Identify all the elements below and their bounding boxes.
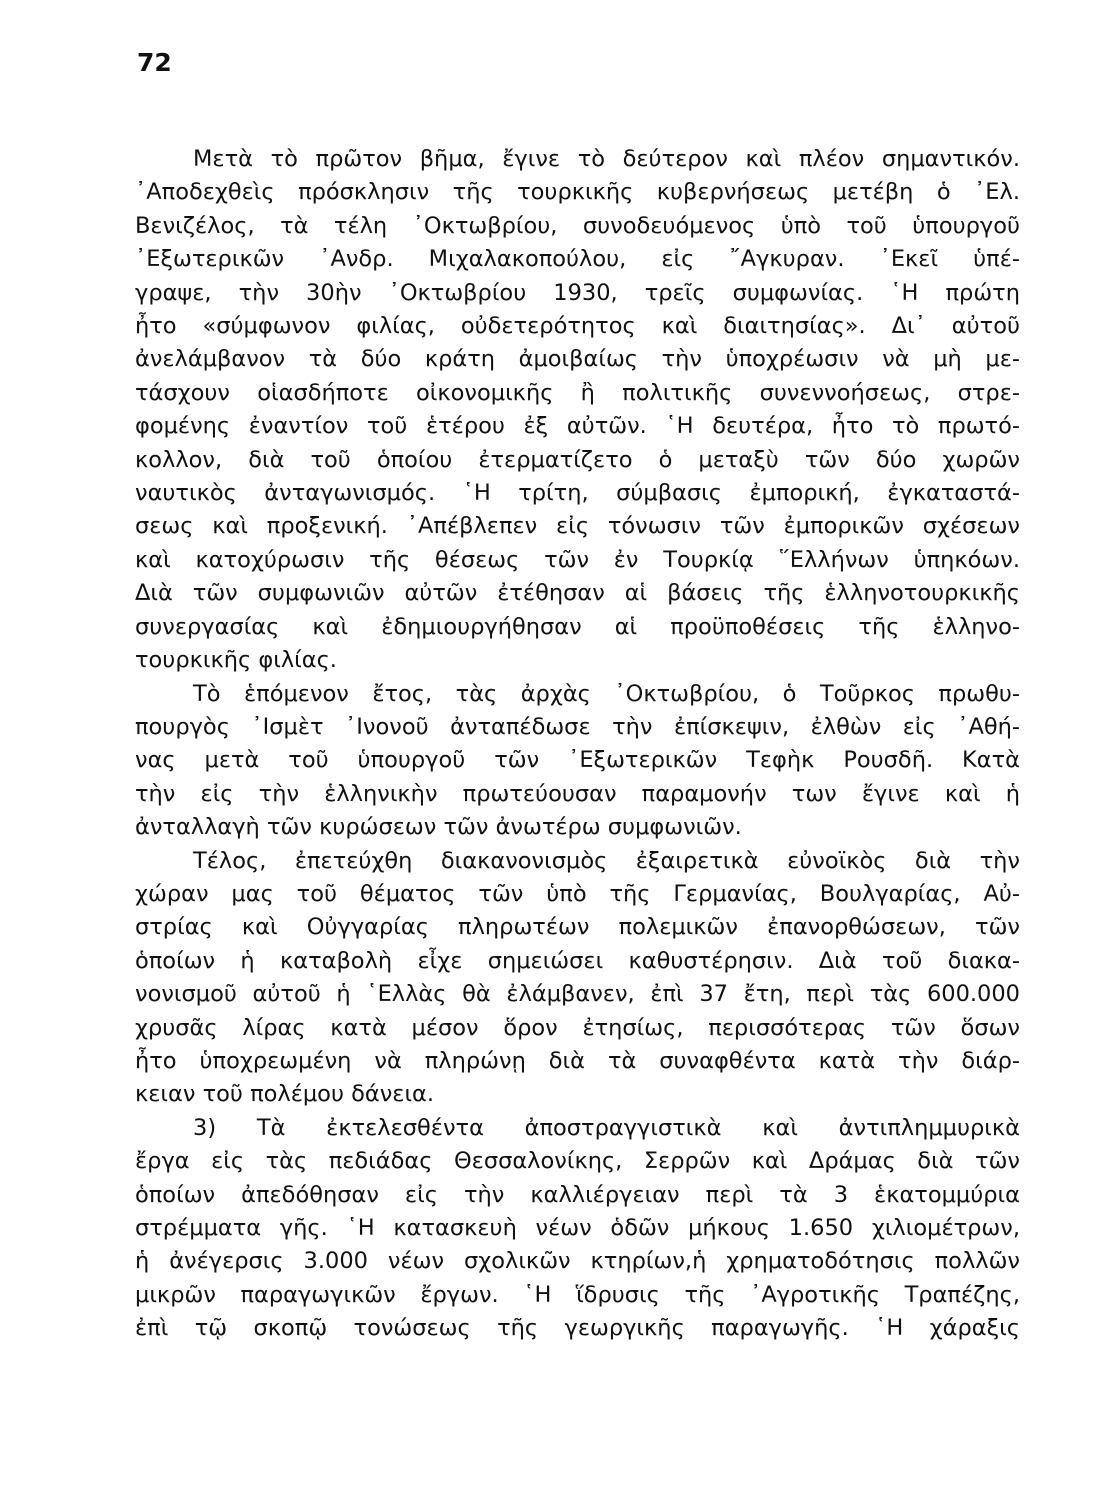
text-line: καὶ κατοχύρωσιν τῆς θέσεως τῶν ἐν Τουρκίᾳ ῞Ελλήνων ὑπηκόων. <box>135 546 1020 573</box>
text-line: νας μετὰ τοῦ ὑπουργοῦ τῶν ᾿Εξωτερικῶν Τεφὴκ Ρουσδῆ. Κατὰ <box>135 747 1020 774</box>
text-line: κειαν τοῦ πολέμου δάνεια. <box>135 1081 435 1108</box>
text-line: χώραν μας τοῦ θέματος τῶν ὑπὸ τῆς Γερμανίας, Βουλγαρίας, Αὐ- <box>135 880 1020 907</box>
text-line: κολλον, διὰ τοῦ ὁποίου ἐτερματίζετο ὁ μεταξὺ τῶν δύο χωρῶν <box>135 446 1020 473</box>
text-line: γραψε, τὴν 30ὴν ᾿Οκτωβρίου 1930, τρεῖς συμφωνίας. ῾Η πρώτη <box>135 279 1020 306</box>
paragraph <box>135 678 1020 845</box>
text-line: συνεργασίας καὶ ἐδημιουργήθησαν αἱ προϋποθέσεις τῆς ἑλληνο- <box>135 613 1020 640</box>
text-line: ὁποίων ἀπεδόθησαν εἰς τὴν καλλιέργειαν περὶ τὰ 3 ἑκατομμύρια <box>135 1181 1020 1208</box>
page-number: 72 <box>137 48 172 77</box>
text-line: χρυσᾶς λίρας κατὰ μέσον ὅρον ἐτησίως, περισσότερας τῶν ὅσων <box>135 1014 1020 1041</box>
text-line: τάσχουν οἱασδήποτε οἰκονομικῆς ἢ πολιτικῆς συνεννοήσεως, στρε- <box>135 379 1020 406</box>
text-line: ἀνταλλαγὴ τῶν κυρώσεων τῶν ἀνωτέρω συμφωνιῶν. <box>135 814 742 841</box>
paragraph <box>135 845 1020 1112</box>
paragraph <box>135 143 1020 678</box>
text-line: Τὸ ἑπόμενον ἔτος, τὰς ἀρχὰς ᾿Οκτωβρίου, ὁ Τοῦρκος πρωθυ- <box>193 680 1020 707</box>
text-line: ᾿Εξωτερικῶν ᾿Ανδρ. Μιχαλακοπούλου, εἰς ῎Αγκυραν. ᾿Εκεῖ ὑπέ- <box>135 246 1020 273</box>
body-text <box>135 143 1020 1346</box>
text-line: 3) Τὰ ἐκτελεσθέντα ἀποστραγγιστικὰ καὶ ἀντιπλημμυρικὰ <box>193 1114 1020 1141</box>
text-line: στρέμματα γῆς. ῾Η κατασκευὴ νέων ὁδῶν μήκους 1.650 χιλιομέτρων, <box>135 1215 1020 1241</box>
text-line: στρίας καὶ Οὐγγαρίας πληρωτέων πολεμικῶν ἐπανορθώσεων, τῶν <box>135 914 1020 941</box>
text-line: ὁποίων ἡ καταβολὴ εἶχε σημειώσει καθυστέρησιν. Διὰ τοῦ διακα- <box>135 947 1020 974</box>
text-line: ναυτικὸς ἀνταγωνισμός. ῾Η τρίτη, σύμβασις ἐμπορική, ἐγκαταστά- <box>135 480 1020 507</box>
text-line: ἦτο ὑποχρεωμένη νὰ πληρώνῃ διὰ τὰ συναφθέντα κατὰ τὴν διάρ- <box>135 1047 1020 1074</box>
text-line: τουρκικῆς φιλίας. <box>135 647 337 674</box>
text-line: ἔργα εἰς τὰς πεδιάδας Θεσσαλονίκης, Σερρῶν καὶ Δράμας διὰ τῶν <box>135 1148 1020 1175</box>
text-line: ἀνελάμβανον τὰ δύο κράτη ἀμοιβαίως τὴν ὑποχρέωσιν νὰ μὴ με- <box>135 346 1020 373</box>
text-line: πουργὸς ᾿Ισμὲτ ᾿Ινονοῦ ἀνταπέδωσε τὴν ἐπίσκεψιν, ἐλθὼν εἰς ᾿Αθή- <box>135 713 1020 740</box>
text-line: μικρῶν παραγωγικῶν ἔργων. ῾Η ἵδρυσις τῆς ᾿Αγροτικῆς Τραπέζης, <box>135 1281 1020 1308</box>
text-line: ἦτο «σύμφωνον φιλίας, οὐδετερότητος καὶ διαιτησίας». Δι᾿ αὐτοῦ <box>135 313 1020 340</box>
text-line: σεως καὶ προξενική. ᾿Απέβλεπεν εἰς τόνωσιν τῶν ἐμπορικῶν σχέσεων <box>135 513 1020 540</box>
text-line: φομένης ἐναντίον τοῦ ἑτέρου ἐξ αὐτῶν. ῾Η δευτέρα, ἦτο τὸ πρωτό- <box>135 413 1020 440</box>
text-line: ἡ ἀνέγερσις 3.000 νέων σχολικῶν κτηρίων,ἡ χρηματοδότησις πολλῶν <box>135 1248 1020 1275</box>
text-line: Μετὰ τὸ πρῶτον βῆμα, ἔγινε τὸ δεύτερον καὶ πλέον σημαντικόν. <box>193 146 1020 172</box>
paragraph <box>135 1112 1020 1346</box>
text-line: Τέλος, ἐπετεύχθη διακανονισμὸς ἐξαιρετικὰ εὐνοϊκὸς διὰ τὴν <box>193 847 1020 874</box>
text-line: νονισμοῦ αὐτοῦ ἡ ῾Ελλὰς θὰ ἐλάμβανεν, ἐπὶ 37 ἔτη, περὶ τὰς 600.000 <box>135 981 1020 1008</box>
text-line: ᾿Αποδεχθεὶς πρόσκλησιν τῆς τουρκικῆς κυβερνήσεως μετέβη ὁ ᾿Ελ. <box>135 179 1020 206</box>
text-line: Διὰ τῶν συμφωνιῶν αὐτῶν ἐτέθησαν αἱ βάσεις τῆς ἑλληνοτουρκικῆς <box>135 580 1020 607</box>
text-line: τὴν εἰς τὴν ἑλληνικὴν πρωτεύουσαν παραμονήν των ἔγινε καὶ ἡ <box>135 780 1020 807</box>
text-line: ἐπὶ τῷ σκοπῷ τονώσεως τῆς γεωργικῆς παραγωγῆς. ῾Η χάραξις <box>135 1315 1020 1342</box>
text-line: Βενιζέλος, τὰ τέλη ᾿Οκτωβρίου, συνοδευόμενος ὑπὸ τοῦ ὑπουργοῦ <box>135 212 1020 239</box>
